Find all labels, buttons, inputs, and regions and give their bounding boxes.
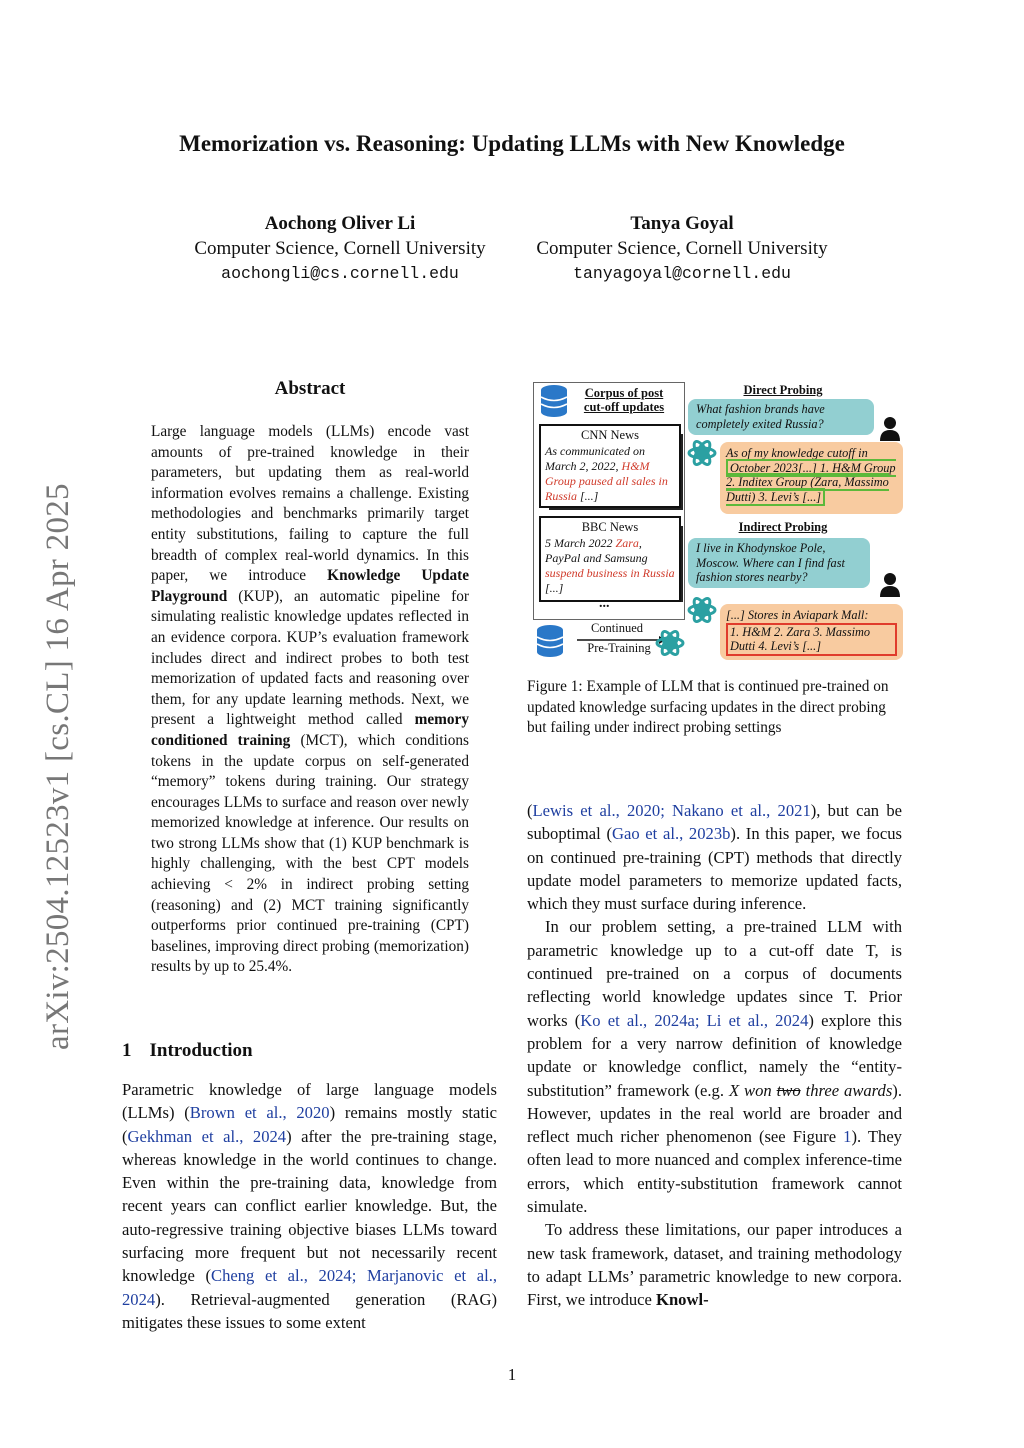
abstract-heading: Abstract <box>274 378 346 399</box>
indirect-question-bubble: I live in Khodynskoe Pole, Moscow. Where can I find fast fashion stores nearby? <box>688 538 870 588</box>
paper-title: Memorization vs. Reasoning: Updating LLMs with New Knowledge <box>179 131 845 156</box>
pretraining-label: Pre-Training <box>587 641 651 655</box>
figure-caption: Figure 1: Example of LLM that is continued pre-trained on updated knowledge surfacing updates in the direct probing but failing under indirect probing settings <box>527 678 889 737</box>
model-icon <box>687 438 717 468</box>
author-name: Tanya Goyal <box>630 213 734 234</box>
citation-link[interactable]: Brown et al., 2020 <box>189 1103 330 1123</box>
indirect-answer-bubble: [...] Stores in Aviapark Mall: 1. H&M 2. Zara 3. Massimo Dutti 4. Levi’s [...] <box>720 604 903 660</box>
database-icon <box>535 624 565 658</box>
author-affiliation: Computer Science, Cornell University <box>536 238 828 259</box>
citation-link[interactable]: Gao et al., 2023b <box>611 824 731 844</box>
model-icon <box>655 628 685 658</box>
news-card-cnn: CNN News As communicated on March 2, 2022, H&M Group paused all sales in Russia [...] <box>539 424 681 508</box>
citation-link[interactable]: Gekhman et al., 2024 <box>127 1126 287 1146</box>
direct-answer-bubble: As of my knowledge cutoff in October 2023[...] 1. H&M Group 2. Inditex Group (Zara, Massimo Dutti) 3. Levi’s [...] <box>720 442 903 514</box>
direct-question-bubble: What fashion brands have completely exited Russia? <box>688 399 874 435</box>
author-2 <box>512 211 852 286</box>
author-affiliation: Computer Science, Cornell University <box>194 238 486 259</box>
news-card-bbc: BBC News 5 March 2022 Zara, PayPal and Samsung suspend business in Russia [...] <box>539 516 681 602</box>
citation-link[interactable]: Cheng et al., 2024; Marjanovic et al., 2024 <box>122 1266 498 1309</box>
model-icon <box>687 595 717 625</box>
author-email: tanyagoyal@cornell.edu <box>573 264 791 283</box>
user-icon <box>879 416 901 442</box>
indirect-probing-label: Indirect Probing <box>738 520 828 534</box>
abstract-body: Large language models (LLMs) encode vast amounts of pre-trained knowledge in their parameters, but updating them as real-world information evolves remains a challenge. Existing methodologies and benchmarks primarily target entity substitutions, failing to capture the full breadth of complex real-world dynamics. In this paper, we introduce Knowledge Update Playground (KUP), an automatic pipeline for simulating realistic knowledge updates reflected in an evidence corpora. KUP’s evaluation framework includes direct and indirect probes to both test memorization of updated facts and reasoning over them, for any update learning methods. Next, we present a lightweight method called memory conditioned training (MCT), which conditions tokens in the update corpus on self-generated “memory” tokens during training. Our strategy encourages LLMs to surface and reason over newly memorized knowledge at inference. Our results on two strong LLMs show that (1) KUP benchmark is highly challenging, with the best CPT models achieving < 2% in indirect probing setting (reasoning) and (2) MCT training significantly outperforms prior continued pre-training (CPT) baselines, improving direct probing (memorization) results by up to 25.4%. <box>151 423 469 976</box>
direct-probing-label: Direct Probing <box>743 383 823 397</box>
author-1 <box>170 211 510 286</box>
figure-link[interactable]: 1 <box>843 1127 852 1147</box>
paragraph: To address these limitations, our paper introduces a new task framework, dataset, and training methodology to adapt LLMs’ parametric knowledge to new corpora. First, we introduce Knowl- <box>527 1220 902 1310</box>
author-name: Aochong Oliver Li <box>264 213 416 234</box>
left-column-text <box>122 1078 497 1334</box>
correct-answer-highlight: October 2023[...] 1. H&M Group 2. Inditex Group (Zara, Massimo Dutti) 3. Levi’s [...] <box>726 460 896 504</box>
corpus-label: Corpus of post cut-off updates <box>583 386 665 414</box>
paragraph: Parametric knowledge of large language models (LLMs) (Brown et al., 2020) remains mostly static (Gekhman et al., 2024) after the pre-training stage, whereas knowledge in the world continues to change. Even within the pre-training data, knowledge from recent years can conflict earlier knowledge. But, the auto-regressive training objective biases LLMs toward surfacing more frequent but not necessarily recent knowledge (Cheng et al., 2024; Marjanovic et al., 2024). Retrieval-augmented generation (RAG) mitigates these issues to some extent <box>122 1080 498 1332</box>
arxiv-stamp: arXiv:2504.12523v1 [cs.CL] 16 Apr 2025 <box>40 483 76 1050</box>
more-ellipsis: ... <box>599 596 610 611</box>
right-column-text <box>527 799 902 1312</box>
page-number: 1 <box>507 1365 517 1384</box>
user-icon <box>879 572 901 598</box>
section-heading: 1 Introduction <box>122 1040 253 1061</box>
author-email: aochongli@cs.cornell.edu <box>221 264 459 283</box>
paragraph: (Lewis et al., 2020; Nakano et al., 2021), but can be suboptimal (Gao et al., 2023b). In this paper, we focus on continued pre-training (CPT) methods that directly update model parameters to memorize updated facts, which they must surface during inference. <box>527 801 902 914</box>
citation-link[interactable]: Ko et al., 2024a; Li et al., 2024 <box>580 1010 809 1030</box>
citation-link[interactable]: Lewis et al., 2020; Nakano et al., 2021 <box>532 801 811 820</box>
paragraph: In our problem setting, a pre-trained LLM with parametric knowledge up to a cut-off date T, is continued pre-trained on a corpus of documents reflecting world knowledge updates since T. Prior works (Ko et al., 2024a; Li et al., 2024) explore this problem for a very narrow definition of knowledge update or knowledge conflict, namely the “entity-substitution” framework (e.g. X won two three awards). However, updates in the real world are broader and reflect much richer phenomenon (see Figure 1). They often lead to more nuanced and complex inference-time errors, which entity-substitution framework cannot simulate. <box>527 917 902 1217</box>
wrong-answer-highlight: 1. H&M 2. Zara 3. Massimo Dutti 4. Levi’s [...] <box>726 623 897 656</box>
continued-label: Continued <box>590 621 644 635</box>
figure-1 <box>527 378 909 663</box>
database-icon <box>539 384 569 418</box>
